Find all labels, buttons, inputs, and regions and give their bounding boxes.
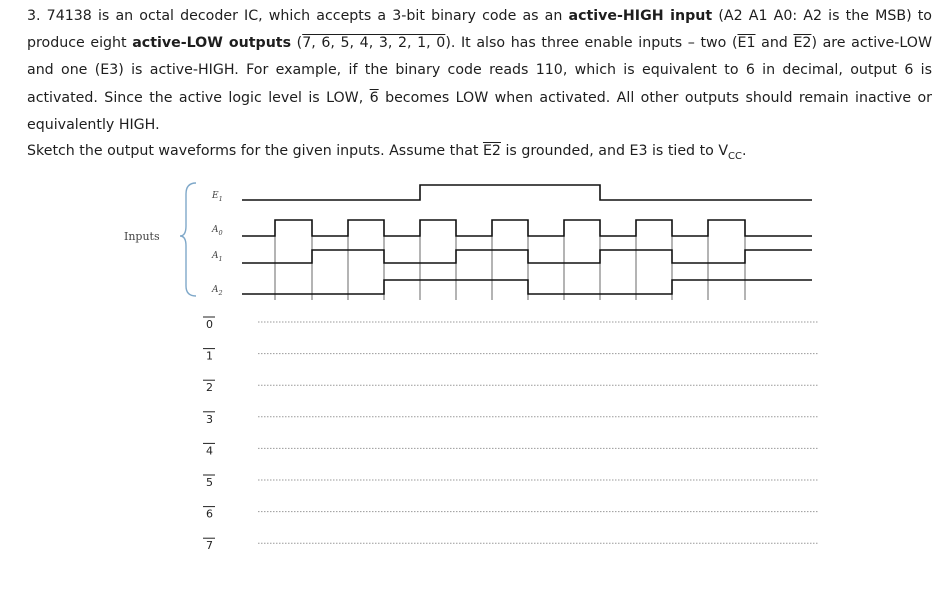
active-high-input-term: active-HIGH input (568, 8, 713, 24)
e2-enable: E2 (793, 35, 812, 52)
question-part: and (755, 35, 794, 52)
output-row-3 (203, 412, 818, 426)
signal-label-e1: $E_1$ (212, 191, 223, 203)
signal-labels (211, 191, 223, 297)
e1-enable: E1 (737, 35, 756, 52)
inputs-brace (180, 183, 196, 296)
output-label-6: 6 (206, 507, 213, 521)
signal-label-a1: $A_1$ (212, 251, 223, 263)
waveform-a1 (242, 250, 812, 263)
output-label-5: 5 (206, 476, 213, 489)
output-label-1: 1 (206, 349, 213, 363)
output-row-0 (203, 317, 818, 331)
instruction-part: Sketch the output waveforms for the given inputs. Assume that (27, 143, 483, 159)
output-rows (203, 317, 818, 552)
output-row-4 (203, 443, 818, 457)
waveform-e1 (242, 185, 812, 200)
waveform-a2 (242, 280, 812, 294)
output-row-1 (203, 349, 818, 363)
output-row-5 (203, 475, 818, 489)
output-label-4: 4 (206, 444, 213, 458)
output-row-6 (203, 507, 818, 521)
output-label-0: 0 (206, 318, 213, 331)
e2-grounded: E2 (482, 143, 501, 159)
question-part: ). It also has three enable inputs – two ( (445, 35, 738, 52)
time-gridlines (275, 236, 745, 300)
output-six: 6 (369, 89, 379, 106)
question-part: (A2 A1 A0: A2 is the MSB) to produce eight (27, 8, 932, 52)
output-row-7 (203, 538, 818, 552)
input-waveforms (242, 185, 812, 294)
output-row-2 (203, 380, 818, 394)
output-label-3: 3 (206, 412, 213, 426)
output-label-2: 2 (206, 381, 213, 395)
vcc-subscript: CC (728, 150, 742, 162)
signal-label-a2: $A_2$ (212, 285, 223, 297)
question-part: becomes LOW when activated. All other outputs should remain inactive or equivalently HIGH. (27, 89, 932, 133)
signal-label-a0: $A_0$ (212, 225, 223, 237)
inputs-label: Inputs (124, 230, 160, 243)
brace-line (180, 183, 196, 296)
instruction-part: . (742, 143, 747, 159)
waveform-a0 (242, 220, 812, 236)
question-part: ( (291, 35, 303, 52)
question-part: 3. 74138 is an octal decoder IC, which accepts a 3-bit binary code as an (27, 8, 569, 24)
instruction-part: is grounded, and E3 is tied to V (500, 143, 729, 159)
output-label-7: 7 (206, 539, 213, 553)
active-low-outputs-term: active-LOW outputs (132, 35, 292, 52)
outputs-list: 7, 6, 5, 4, 3, 2, 1, 0 (302, 35, 446, 52)
question-part: ) are active-LOW and one (E3) is active-HIGH. For example, if the binary code reads 110, which is equivalent to 6 in decimal, output 6 is activated. Since the active logic level is LOW, (27, 35, 932, 106)
